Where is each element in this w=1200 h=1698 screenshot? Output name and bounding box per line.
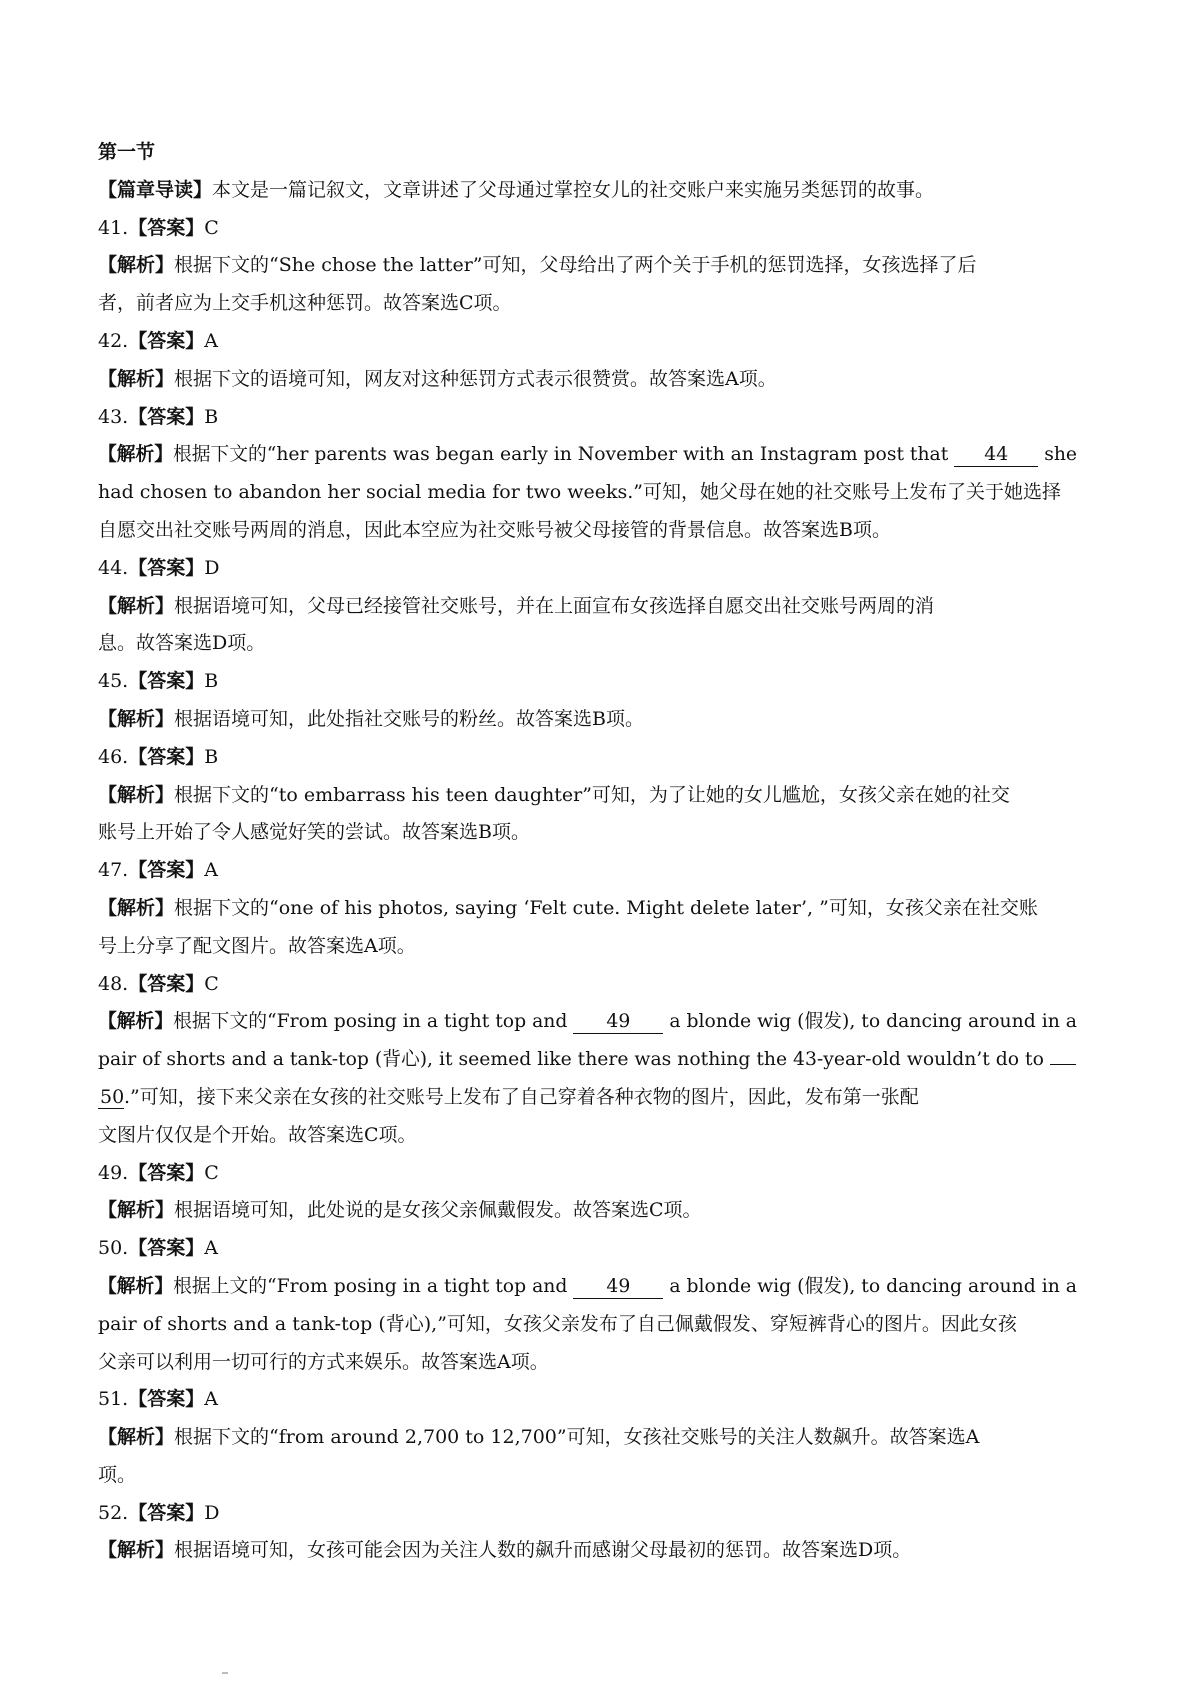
analysis-label: 【解析】 xyxy=(98,594,175,617)
question-number: 45. xyxy=(98,670,129,693)
answer-line-48 xyxy=(98,966,1076,1004)
answer-value: D xyxy=(204,556,220,579)
question-number: 50. xyxy=(98,1237,129,1260)
analysis-text: 根据下文的“to embarrass his teen daughter”可知，为了让她的女儿尴尬，女孩父亲在她的社交 xyxy=(174,783,1010,806)
analysis-line-43 xyxy=(98,436,1076,474)
question-number: 52. xyxy=(98,1501,129,1524)
answer-label: 【答案】 xyxy=(128,329,205,352)
analysis-label: 【解析】 xyxy=(98,707,175,730)
question-number: 49. xyxy=(98,1161,129,1184)
analysis-line-52 xyxy=(98,1532,1076,1570)
analysis-cont-46: 账号上开始了令人感觉好笑的尝试。故答案选B项。 xyxy=(98,821,530,844)
analysis-cont-50a: pair of shorts and a tank-top (背心),”可知，女孩父亲发布了自己佩戴假发、穿短裤背心的图片。因此女孩 xyxy=(98,1312,1017,1335)
analysis-label: 【解析】 xyxy=(98,367,175,390)
analysis-label: 【解析】 xyxy=(98,1539,175,1562)
blank-50-start xyxy=(1050,1064,1076,1065)
analysis-line-49 xyxy=(98,1192,1076,1230)
answer-value: A xyxy=(204,329,218,352)
analysis-text: 根据语境可知，女孩可能会因为关注人数的飙升而感谢父母最初的惩罚。故答案选D项。 xyxy=(174,1539,912,1562)
answer-label: 【答案】 xyxy=(128,405,205,428)
answer-label: 【答案】 xyxy=(128,670,205,693)
analysis-text: 根据下文的“from around 2,700 to 12,700”可知，女孩社交账号的关注人数飙升。故答案选A xyxy=(174,1426,980,1449)
analysis-text: 根据语境可知，此处说的是女孩父亲佩戴假发。故答案选C项。 xyxy=(174,1199,702,1222)
analysis-cont-48c: 文图片仅仅是个开始。故答案选C项。 xyxy=(98,1123,417,1146)
answer-line-50 xyxy=(98,1230,1076,1268)
intro-line xyxy=(98,172,1076,210)
analysis-line-50 xyxy=(98,1268,1076,1306)
answer-label: 【答案】 xyxy=(128,1388,205,1411)
answer-value: B xyxy=(204,670,219,693)
answer-line-44 xyxy=(98,550,1076,588)
blank-50: 50 xyxy=(100,1085,125,1108)
analysis-label: 【解析】 xyxy=(98,1426,175,1449)
document-body xyxy=(98,134,1076,1570)
answer-line-46 xyxy=(98,739,1076,777)
analysis-cont-41: 者，前者应为上交手机这种惩罚。故答案选C项。 xyxy=(98,292,512,315)
answer-value: B xyxy=(204,745,219,768)
analysis-line-45 xyxy=(98,701,1076,739)
analysis-cont-48b xyxy=(98,1079,1076,1117)
analysis-line-47 xyxy=(98,890,1076,928)
answer-label: 【答案】 xyxy=(128,1161,205,1184)
analysis-cont-51: 项。 xyxy=(98,1463,137,1486)
question-number: 46. xyxy=(98,745,129,768)
analysis-line-42 xyxy=(98,361,1076,399)
question-number: 51. xyxy=(98,1388,129,1411)
analysis-text: pair of shorts and a tank-top (背心), it seemed like there was nothing the 43-year-old wouldn’t do to xyxy=(98,1049,1044,1071)
analysis-cont-44: 息。故答案选D项。 xyxy=(98,632,266,655)
analysis-label: 【解析】 xyxy=(98,1199,175,1222)
answer-label: 【答案】 xyxy=(128,745,205,768)
analysis-label: 【解析】 xyxy=(98,896,175,919)
analysis-label: 【解析】 xyxy=(98,1274,174,1297)
analysis-cont-50b: 父亲可以利用一切可行的方式来娱乐。故答案选A项。 xyxy=(98,1350,549,1373)
intro-label: 【篇章导读】 xyxy=(98,178,213,201)
analysis-label: 【解析】 xyxy=(98,443,173,466)
analysis-text: 根据下文的“From posing in a tight top and xyxy=(173,1011,568,1033)
analysis-label: 【解析】 xyxy=(98,254,175,277)
answer-line-43 xyxy=(98,399,1076,437)
question-number: 41. xyxy=(98,216,129,239)
section-title: 第一节 xyxy=(98,141,156,163)
intro-text: 本文是一篇记叙文，文章讲述了父母通过掌控女儿的社交账户来实施另类惩罚的故事。 xyxy=(212,178,935,201)
question-number: 48. xyxy=(98,972,129,995)
answer-value: A xyxy=(204,1237,218,1260)
analysis-label: 【解析】 xyxy=(98,783,175,806)
analysis-text: 根据语境可知，父母已经接管社交账号，并在上面宣布女孩选择自愿交出社交账号两周的消 xyxy=(174,594,935,617)
blank-49: 49 xyxy=(573,1011,663,1034)
analysis-line-41 xyxy=(98,247,1076,285)
analysis-text: 根据下文的“her parents was began early in November with an Instagram post that xyxy=(173,444,949,466)
footer-mark xyxy=(222,1672,228,1674)
analysis-text: 根据语境可知，此处指社交账号的粉丝。故答案选B项。 xyxy=(174,707,644,730)
answer-label: 【答案】 xyxy=(128,1501,205,1524)
answer-value: A xyxy=(204,859,218,882)
answer-label: 【答案】 xyxy=(128,1237,205,1260)
answer-line-42 xyxy=(98,323,1076,361)
analysis-text: .”可知，接下来父亲在女孩的社交账号上发布了自己穿着各种衣物的图片，因此，发布第一张配 xyxy=(124,1085,919,1108)
question-number: 44. xyxy=(98,556,129,579)
answer-line-49 xyxy=(98,1155,1076,1193)
answer-value: A xyxy=(204,1388,218,1411)
analysis-cont-43b: 自愿交出社交账号两周的消息，因此本空应为社交账号被父母接管的背景信息。故答案选B项。 xyxy=(98,518,891,541)
analysis-text: 根据下文的“She chose the latter”可知，父母给出了两个关于手机的惩罚选择，女孩选择了后 xyxy=(174,254,977,277)
answer-label: 【答案】 xyxy=(128,556,205,579)
answer-value: D xyxy=(204,1501,220,1524)
analysis-label: 【解析】 xyxy=(98,1010,174,1033)
answer-line-45 xyxy=(98,663,1076,701)
answer-value: C xyxy=(204,972,219,995)
analysis-cont-47: 号上分享了配文图片。故答案选A项。 xyxy=(98,934,416,957)
blank-44: 44 xyxy=(954,444,1038,467)
answer-line-51 xyxy=(98,1381,1076,1419)
answer-line-41 xyxy=(98,210,1076,248)
analysis-line-44 xyxy=(98,588,1076,626)
question-number: 43. xyxy=(98,405,129,428)
analysis-line-48 xyxy=(98,1003,1076,1041)
answer-label: 【答案】 xyxy=(128,972,205,995)
analysis-text-tail: she xyxy=(1044,444,1077,466)
blank-49: 49 xyxy=(573,1276,663,1299)
answer-value: C xyxy=(204,1161,219,1184)
answer-line-47 xyxy=(98,852,1076,890)
answer-value: B xyxy=(204,405,219,428)
answer-label: 【答案】 xyxy=(128,216,205,239)
question-number: 47. xyxy=(98,859,129,882)
answer-value: C xyxy=(204,216,219,239)
analysis-text-tail: a blonde wig (假发), to dancing around in a xyxy=(669,1275,1077,1297)
analysis-line-46 xyxy=(98,777,1076,815)
analysis-text: 根据上文的“From posing in a tight top and xyxy=(173,1275,568,1297)
answer-label: 【答案】 xyxy=(128,859,205,882)
analysis-cont-48a xyxy=(98,1041,1076,1079)
answer-line-52 xyxy=(98,1495,1076,1533)
question-number: 42. xyxy=(98,329,129,352)
analysis-cont-43a: had chosen to abandon her social media for two weeks.”可知，她父母在她的社交账号上发布了关于她选择 xyxy=(98,481,1061,504)
analysis-text-tail: a blonde wig (假发), to dancing around in a xyxy=(669,1011,1077,1033)
analysis-text: 根据下文的“one of his photos, saying ‘Felt cute. Might delete later’, ”可知，女孩父亲在社交账 xyxy=(174,896,1038,919)
analysis-text: 根据下文的语境可知，网友对这种惩罚方式表示很赞赏。故答案选A项。 xyxy=(174,367,777,390)
analysis-line-51 xyxy=(98,1419,1076,1457)
